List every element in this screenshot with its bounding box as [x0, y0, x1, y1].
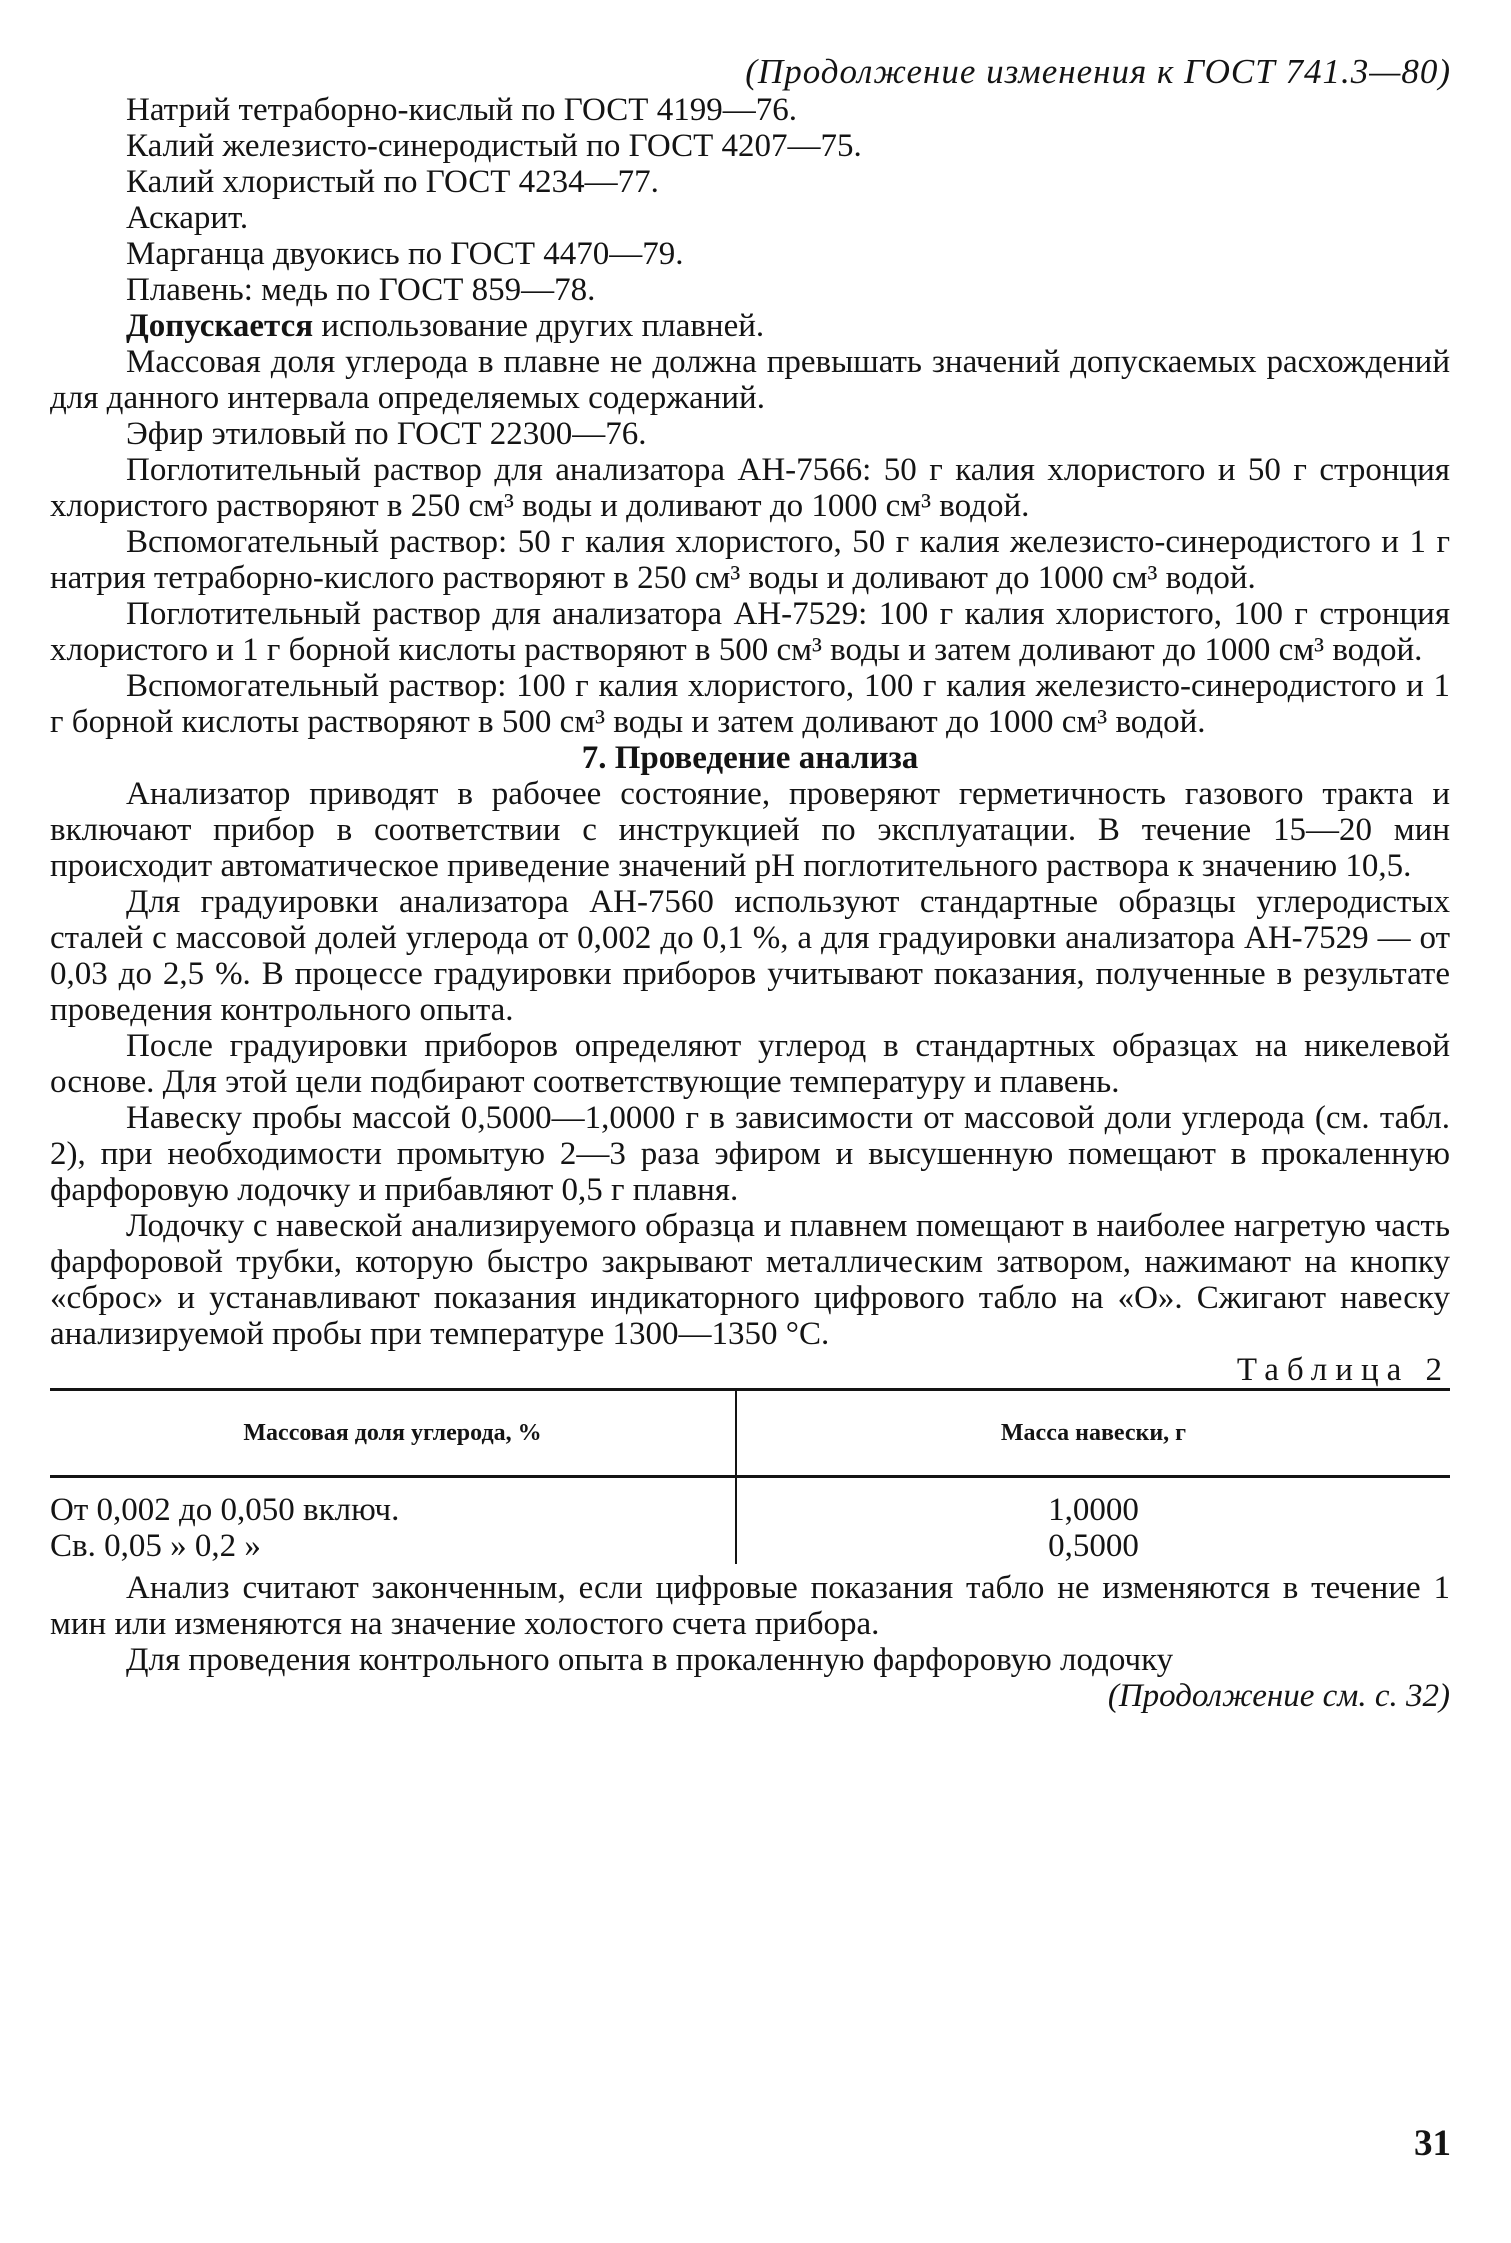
data-table — [50, 1388, 1450, 1564]
paragraph-allowed — [50, 308, 1450, 344]
section-title: 7. Проведение анализа — [581, 740, 919, 776]
paragraph: Для проведения контрольного опыта в прокаленную фарфоровую лодочку — [126, 1642, 1174, 1678]
list-item: Плавень: медь по ГОСТ 859—78. — [126, 272, 596, 308]
table-row — [50, 1477, 1450, 1565]
table-header-mass: Масса навески, г — [736, 1390, 1450, 1477]
paragraph: Вспомогательный раствор: 50 г калия хлористого, 50 г калия железисто-синеродистого и 1 г натрия тетраборно-кислого растворяют в 250 см³ воды и доливают до 1000 см³ водой. — [50, 524, 1450, 596]
table-cell-text: От 0,002 до 0,050 включ. — [50, 1492, 400, 1528]
running-header: (Продолжение изменения к ГОСТ 741.3—80) — [745, 52, 1451, 91]
paragraph: После градуировки приборов определяют углерод в стандартных образцах на никелевой основе. Для этой цели подбирают соответствующие температуру и плавень. — [50, 1028, 1450, 1100]
list-item: Натрий тетраборно-кислый по ГОСТ 4199—76. — [126, 92, 797, 128]
list-item: Калий железисто-синеродистый по ГОСТ 4207—75. — [126, 128, 862, 164]
paragraph-text: использование других плавней. — [313, 308, 765, 344]
document-body — [50, 92, 1450, 1714]
paragraph: Анализатор приводят в рабочее состояние, проверяют герметичность газового тракта и включают прибор в соответствии с инструкцией по эксплуатации. В течение 15—20 мин происходит автоматическое приведение значений pH поглотительного раствора к значению 10,5. — [50, 776, 1450, 884]
paragraph: Навеску пробы массой 0,5000—1,0000 г в зависимости от массовой доли углерода (см. табл. 2), при необходимости промытую 2—3 раза эфиром и высушенную помещают в прокаленную фарфоровую лодочку и прибавляют 0,5 г плавня. — [50, 1100, 1450, 1208]
table-cell-text: 1,0000 — [1048, 1492, 1139, 1528]
table-header-carbon: Массовая доля углерода, % — [50, 1390, 736, 1477]
paragraph: Поглотительный раствор для анализатора АН-7529: 100 г калия хлористого, 100 г стронция хлористого и 1 г борной кислоты растворяют в 500 см³ воды и затем доливают до 1000 см³ водой. — [50, 596, 1450, 668]
table-cell-range — [50, 1477, 736, 1565]
page-number: 31 — [1414, 2123, 1451, 2164]
bold-term: Допускается — [126, 308, 314, 344]
paragraph: Массовая доля углерода в плавне не должна превышать значений допускаемых расхождений для данного интервала определяемых содержаний. — [50, 344, 1450, 416]
paragraph: Вспомогательный раствор: 100 г калия хлористого, 100 г калия железисто-синеродистого и 1 г борной кислоты растворяют в 500 см³ воды и затем доливают до 1000 см³ водой. — [50, 668, 1450, 740]
paragraph: Эфир этиловый по ГОСТ 22300—76. — [126, 416, 647, 452]
table-label: Таблица 2 — [1236, 1352, 1450, 1388]
paragraph: Для градуировки анализатора АН-7560 используют стандартные образцы углеродистых сталей с массовой долей углерода от 0,002 до 0,1 %, а для градуировки анализатора АН-7529 — от 0,03 до 2,5 %. В процессе градуировки приборов учитывают показания, полученные в результате проведения контрольного опыта. — [50, 884, 1450, 1028]
list-item: Марганца двуокись по ГОСТ 4470—79. — [126, 236, 684, 272]
paragraph: Анализ считают законченным, если цифровые показания табло не изменяются в течение 1 мин или изменяются на значение холостого счета прибора. — [50, 1570, 1450, 1642]
paragraph: Лодочку с навеской анализируемого образца и плавнем помещают в наиболее нагретую часть фарфоровой трубки, которую быстро закрывают металлическим затвором, нажимают на кнопку «сброс» и устанавливают показания индикаторного цифрового табло на «О». Сжигают навеску анализируемой пробы при температуре 1300—1350 °С. — [50, 1208, 1450, 1352]
table-cell-text: 0,5000 — [1048, 1528, 1139, 1564]
list-item: Калий хлористый по ГОСТ 4234—77. — [126, 164, 659, 200]
paragraph: Поглотительный раствор для анализатора АН-7566: 50 г калия хлористого и 50 г стронция хлористого растворяют в 250 см³ воды и доливают до 1000 см³ водой. — [50, 452, 1450, 524]
list-item: Аскарит. — [126, 200, 249, 236]
table-cell-mass — [736, 1477, 1450, 1565]
continuation-note: (Продолжение см. с. 32) — [1107, 1678, 1450, 1714]
table-cell-text: Св. 0,05 » 0,2 » — [50, 1528, 261, 1564]
